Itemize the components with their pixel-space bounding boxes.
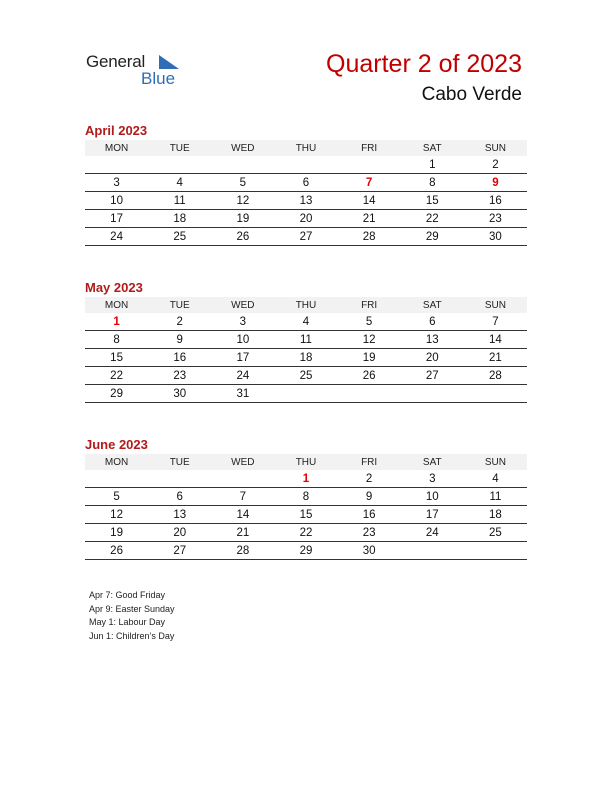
week-row (85, 470, 527, 488)
day-cell: 31 (211, 385, 274, 403)
weekday-header-row (85, 140, 527, 156)
week-row (85, 174, 527, 192)
month-title: June 2023 (85, 437, 148, 452)
day-cell: 20 (274, 210, 337, 228)
day-cell: 6 (274, 174, 337, 192)
day-cell: 9 (148, 331, 211, 349)
day-cell: 1 (85, 313, 148, 331)
day-cell: 13 (274, 192, 337, 210)
week-row (85, 506, 527, 524)
day-cell: 26 (211, 228, 274, 246)
week-row (85, 367, 527, 385)
holiday-note: May 1: Labour Day (89, 617, 166, 627)
week-row (85, 210, 527, 228)
day-cell: 17 (85, 210, 148, 228)
day-cell (148, 156, 211, 174)
day-cell: 24 (401, 524, 464, 542)
day-cell: 25 (274, 367, 337, 385)
day-cell: 11 (148, 192, 211, 210)
day-cell: 22 (274, 524, 337, 542)
page-title: Quarter 2 of 2023 (326, 50, 522, 78)
day-cell: 28 (211, 542, 274, 560)
day-cell: 12 (211, 192, 274, 210)
weekday-header: WED (211, 454, 274, 470)
day-cell: 7 (464, 313, 527, 331)
day-cell: 29 (85, 385, 148, 403)
day-cell: 2 (148, 313, 211, 331)
week-row (85, 313, 527, 331)
week-row (85, 192, 527, 210)
week-row (85, 228, 527, 246)
day-cell: 22 (401, 210, 464, 228)
weekday-header: SAT (401, 454, 464, 470)
day-cell: 14 (464, 331, 527, 349)
day-cell: 29 (274, 542, 337, 560)
logo-triangle-icon (159, 55, 179, 69)
day-cell: 16 (338, 506, 401, 524)
day-cell (401, 542, 464, 560)
weekday-header: TUE (148, 140, 211, 156)
weekday-header: SAT (401, 297, 464, 313)
day-cell: 14 (338, 192, 401, 210)
day-cell: 13 (401, 331, 464, 349)
holiday-note: Apr 7: Good Friday (89, 590, 166, 600)
day-cell: 23 (338, 524, 401, 542)
day-cell: 19 (338, 349, 401, 367)
day-cell: 27 (401, 367, 464, 385)
day-cell: 5 (211, 174, 274, 192)
logo-word-general: General (86, 52, 146, 71)
day-cell: 17 (401, 506, 464, 524)
day-cell: 14 (211, 506, 274, 524)
day-cell: 8 (85, 331, 148, 349)
day-cell (211, 470, 274, 488)
day-cell (211, 156, 274, 174)
day-cell: 25 (464, 524, 527, 542)
weekday-header: THU (274, 140, 337, 156)
day-cell: 10 (211, 331, 274, 349)
day-cell: 4 (148, 174, 211, 192)
weekday-header: TUE (148, 297, 211, 313)
day-cell (85, 470, 148, 488)
day-cell: 24 (211, 367, 274, 385)
day-cell: 25 (148, 228, 211, 246)
month-may (85, 279, 527, 403)
weekday-header: WED (211, 140, 274, 156)
day-cell (274, 385, 337, 403)
day-cell: 4 (274, 313, 337, 331)
weekday-header-row (85, 297, 527, 313)
day-cell: 12 (85, 506, 148, 524)
holiday-notes (89, 589, 175, 643)
weekday-header: MON (85, 140, 148, 156)
day-cell: 24 (85, 228, 148, 246)
weekday-header: SUN (464, 140, 527, 156)
day-cell: 3 (85, 174, 148, 192)
day-cell (464, 385, 527, 403)
day-cell: 26 (338, 367, 401, 385)
day-cell: 11 (464, 488, 527, 506)
day-cell (274, 156, 337, 174)
weekday-header: FRI (338, 454, 401, 470)
day-cell: 15 (274, 506, 337, 524)
day-cell: 3 (401, 470, 464, 488)
weekday-header: MON (85, 297, 148, 313)
week-row (85, 524, 527, 542)
day-cell: 27 (274, 228, 337, 246)
day-cell (338, 156, 401, 174)
day-cell: 30 (338, 542, 401, 560)
day-cell: 23 (148, 367, 211, 385)
month-april (85, 122, 527, 246)
country-name: Cabo Verde (421, 84, 522, 105)
week-row (85, 385, 527, 403)
day-cell: 15 (85, 349, 148, 367)
day-cell: 9 (464, 174, 527, 192)
month-title: April 2023 (85, 123, 148, 138)
weekday-header: SAT (401, 140, 464, 156)
day-cell: 6 (148, 488, 211, 506)
day-cell: 22 (85, 367, 148, 385)
weekday-header: TUE (148, 454, 211, 470)
day-cell (148, 470, 211, 488)
day-cell: 2 (464, 156, 527, 174)
day-cell: 28 (464, 367, 527, 385)
day-cell: 5 (338, 313, 401, 331)
week-row (85, 349, 527, 367)
holiday-note: Apr 9: Easter Sunday (89, 603, 175, 614)
day-cell: 18 (148, 210, 211, 228)
day-cell: 5 (85, 488, 148, 506)
day-cell: 2 (338, 470, 401, 488)
week-row (85, 156, 527, 174)
day-cell (401, 385, 464, 403)
day-cell: 16 (148, 349, 211, 367)
week-row (85, 542, 527, 560)
day-cell: 30 (464, 228, 527, 246)
day-cell: 23 (464, 210, 527, 228)
day-cell: 21 (464, 349, 527, 367)
calendar-grid (85, 140, 527, 246)
day-cell: 26 (85, 542, 148, 560)
day-cell: 8 (401, 174, 464, 192)
day-cell: 1 (401, 156, 464, 174)
calendar-grid (85, 454, 527, 560)
day-cell: 6 (401, 313, 464, 331)
day-cell: 9 (338, 488, 401, 506)
day-cell: 10 (401, 488, 464, 506)
day-cell: 30 (148, 385, 211, 403)
weekday-header-row (85, 454, 527, 470)
day-cell: 8 (274, 488, 337, 506)
day-cell: 11 (274, 331, 337, 349)
day-cell (338, 385, 401, 403)
weekday-header: WED (211, 297, 274, 313)
week-row (85, 331, 527, 349)
logo-word-blue: Blue (141, 69, 176, 88)
day-cell: 3 (211, 313, 274, 331)
day-cell: 7 (338, 174, 401, 192)
day-cell: 7 (211, 488, 274, 506)
day-cell: 15 (401, 192, 464, 210)
day-cell: 19 (85, 524, 148, 542)
weekday-header: MON (85, 454, 148, 470)
weekday-header: FRI (338, 297, 401, 313)
month-june (85, 436, 527, 560)
month-title: May 2023 (85, 280, 143, 295)
day-cell (464, 542, 527, 560)
day-cell: 28 (338, 228, 401, 246)
day-cell (85, 156, 148, 174)
day-cell: 19 (211, 210, 274, 228)
day-cell: 16 (464, 192, 527, 210)
weekday-header: THU (274, 297, 337, 313)
day-cell: 21 (211, 524, 274, 542)
week-row (85, 488, 527, 506)
day-cell: 1 (274, 470, 337, 488)
weekday-header: THU (274, 454, 337, 470)
weekday-header: SUN (464, 297, 527, 313)
general-blue-logo (86, 52, 196, 92)
day-cell: 10 (85, 192, 148, 210)
day-cell: 4 (464, 470, 527, 488)
day-cell: 12 (338, 331, 401, 349)
weekday-header: FRI (338, 140, 401, 156)
day-cell: 21 (338, 210, 401, 228)
holiday-note: Jun 1: Children’s Day (89, 630, 175, 641)
day-cell: 17 (211, 349, 274, 367)
calendar-grid (85, 297, 527, 403)
weekday-header: SUN (464, 454, 527, 470)
day-cell: 18 (464, 506, 527, 524)
day-cell: 27 (148, 542, 211, 560)
day-cell: 20 (148, 524, 211, 542)
day-cell: 13 (148, 506, 211, 524)
day-cell: 20 (401, 349, 464, 367)
day-cell: 18 (274, 349, 337, 367)
day-cell: 29 (401, 228, 464, 246)
